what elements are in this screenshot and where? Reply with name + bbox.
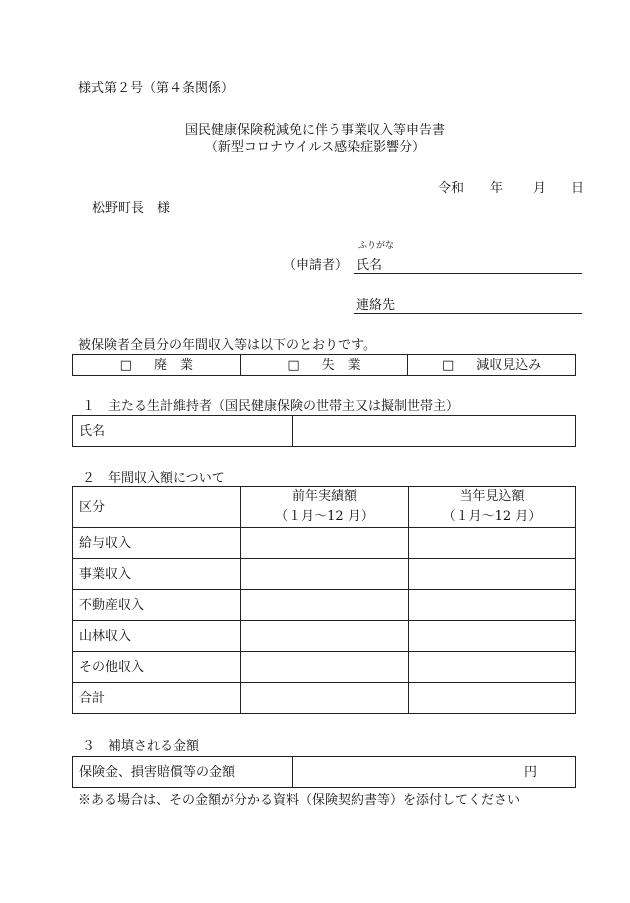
applicant-contact-line[interactable] — [354, 313, 582, 314]
applicant-label: （申請者） — [283, 258, 349, 273]
date-year-label: 年 — [490, 181, 504, 196]
section2-heading: ２ 年間収入額について — [82, 471, 225, 486]
option-closure[interactable] — [73, 355, 241, 376]
option-unemployment[interactable] — [240, 355, 408, 376]
date-day-label: 日 — [571, 181, 585, 196]
checkbox-icon[interactable]: □ — [287, 357, 300, 373]
row-label-total: 合計 — [73, 683, 241, 714]
date-era: 令和 — [438, 181, 465, 196]
table-row — [73, 559, 576, 590]
cell-prev-other[interactable] — [241, 652, 409, 683]
table-row — [73, 528, 576, 559]
table-row — [73, 621, 576, 652]
col-category-header: 区分 — [73, 487, 241, 528]
option-income-decrease[interactable] — [408, 355, 576, 376]
row-label-forestry: 山林収入 — [73, 621, 241, 652]
cell-prev-total[interactable] — [241, 683, 409, 714]
col-prev-period: （１月～12 月） — [275, 509, 374, 524]
applicant-name-line[interactable] — [354, 273, 582, 274]
table-row — [73, 590, 576, 621]
option-income-decrease-label: 減収見込み — [476, 357, 542, 373]
document-title: 国民健康保険税減免に伴う事業収入等申告書 — [184, 123, 445, 138]
cell-curr-total[interactable] — [409, 683, 576, 714]
applicant-contact-label: 連絡先 — [356, 298, 396, 313]
section1-heading: １ 主たる生計維持者（国民健康保険の世帯主又は擬制世帯主） — [82, 399, 460, 414]
section1-name-label: 氏名 — [73, 416, 293, 447]
row-label-salary: 給与収入 — [73, 528, 241, 559]
col-prev-title: 前年実績額 — [291, 489, 357, 504]
compensation-amount-input[interactable] — [293, 757, 576, 788]
cell-curr-salary[interactable] — [409, 528, 576, 559]
intro-text: 被保険者全員分の年間収入等は以下のとおりです。 — [78, 338, 376, 353]
table-row — [73, 652, 576, 683]
table-row — [73, 683, 576, 714]
addressee: 松野町長 様 — [92, 201, 171, 216]
checkbox-icon[interactable]: □ — [119, 357, 132, 373]
compensation-label: 保険金、損害賠償等の金額 — [73, 757, 293, 788]
income-table — [72, 486, 576, 714]
col-prev-header — [241, 487, 409, 528]
col-curr-header — [409, 487, 576, 528]
form-number: 様式第２号（第４条関係） — [78, 81, 235, 96]
section1-name-input[interactable] — [293, 416, 576, 447]
applicant-name-label: 氏名 — [356, 258, 383, 273]
cell-curr-business[interactable] — [409, 559, 576, 590]
row-label-real-estate: 不動産収入 — [73, 590, 241, 621]
furigana-label: ふりがな — [358, 241, 395, 251]
option-closure-label: 廃 業 — [153, 357, 193, 373]
cell-curr-forestry[interactable] — [409, 621, 576, 652]
attachment-note: ※ある場合は、その金額が分かる資料（保険契約書等）を添付してください — [78, 793, 521, 808]
document-subtitle: （新型コロナウイルス感染症影響分） — [204, 140, 426, 155]
cell-prev-real-estate[interactable] — [241, 590, 409, 621]
yen-unit: 円 — [523, 764, 537, 780]
row-label-business: 事業収入 — [73, 559, 241, 590]
checkbox-icon[interactable]: □ — [442, 357, 455, 373]
cell-prev-forestry[interactable] — [241, 621, 409, 652]
option-unemployment-label: 失 業 — [321, 357, 361, 373]
compensation-table — [72, 756, 576, 788]
date-month-label: 月 — [533, 181, 547, 196]
cell-curr-other[interactable] — [409, 652, 576, 683]
cell-curr-real-estate[interactable] — [409, 590, 576, 621]
status-options-table — [72, 354, 576, 376]
cell-prev-business[interactable] — [241, 559, 409, 590]
cell-prev-salary[interactable] — [241, 528, 409, 559]
col-curr-period: （１月～12 月） — [442, 509, 542, 524]
section1-table — [72, 415, 576, 447]
section3-heading: ３ 補填される金額 — [82, 739, 200, 754]
col-curr-title: 当年見込額 — [459, 489, 525, 504]
row-label-other: その他収入 — [73, 652, 241, 683]
